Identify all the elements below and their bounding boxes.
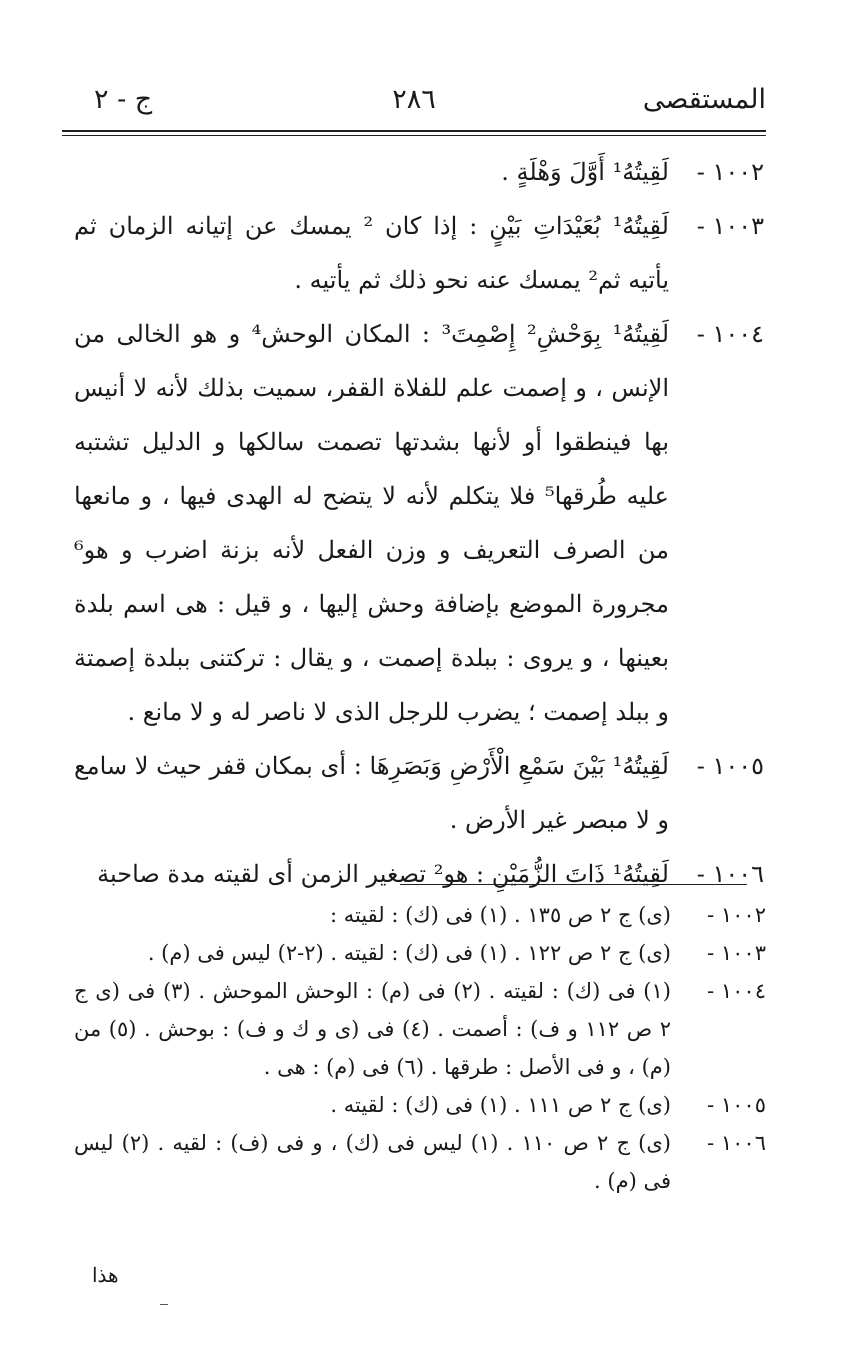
entry-number: ١٠٠٣ - [696, 212, 764, 240]
entry-number: ١٠٠٢ - [696, 158, 764, 186]
proverb-entry [74, 199, 764, 307]
footnote-text: (ى) ج ٢ ص ١٣٥ . (١) فى (ك) : لقيته : [329, 903, 671, 927]
entry-text: لَقِيتُهُ¹ بَيْنَ سَمْعِ الْأَرْضِ وَبَصَرِهَا : أى بمكان قفر حيث لا سامع و لا مبصر غير الأرض . [74, 752, 669, 834]
footnote-entry [74, 1124, 766, 1200]
running-header [62, 82, 766, 122]
entry-text: لَقِيتُهُ¹ بُعَيْدَاتِ بَيْنٍ : إذا كان ² يمسك عن إتيانه الزمان ثم يأتيه ثم² يمسك عنه نحو ذلك ثم يأتيه . [74, 212, 669, 294]
signature-mark [160, 1304, 168, 1305]
header-rule-thin [62, 135, 766, 136]
footnote-entry [74, 896, 766, 934]
footnote-entry [74, 972, 766, 1086]
catchword: هذا [92, 1263, 119, 1287]
footnote-text: (ى) ج ٢ ص ١١٠ . (١) ليس فى (ك) ، و فى (ف) : لقيه . (٢) ليس فى (م) . [74, 1131, 671, 1193]
footnote-rule [400, 884, 747, 885]
proverb-entry [74, 145, 764, 199]
proverb-entry [74, 739, 764, 847]
entry-text: لَقِيتُهُ¹ ذَاتَ الزُّمَيْنِ : هو² تصغير الزمن أى لقيته مدة صاحبة [97, 860, 669, 888]
footnotes [74, 896, 766, 1200]
footnote-text: (ى) ج ٢ ص ١٢٢ . (١) فى (ك) : لقيته . (٢-٢) ليس فى (م) . [147, 941, 671, 965]
proverb-entry [74, 847, 764, 901]
volume-label: ج - ٢ [94, 84, 153, 115]
footnote-number: ١٠٠٢ - [707, 903, 766, 927]
entry-number: ١٠٠٥ - [696, 752, 764, 780]
header-rule [62, 130, 766, 132]
footnote-number: ١٠٠٥ - [707, 1093, 766, 1117]
main-text [74, 145, 764, 901]
footnote-number: ١٠٠٤ - [707, 979, 766, 1003]
footnote-text: (١) فى (ك) : لقيته . (٢) فى (م) : الوحش الموحش . (٣) فى (ى ج ٢ ص ١١٢ و ف) : أصمت . (٤) فى (ى و ك و ف) : بوحش . (٥) من (م) ، و فى الأصل : طرقها . (٦) فى (م) : هى . [74, 979, 671, 1079]
footnote-number: ١٠٠٣ - [707, 941, 766, 965]
footnote-text: (ى) ج ٢ ص ١١١ . (١) فى (ك) : لقيته . [330, 1093, 671, 1117]
entry-text: لَقِيتُهُ¹ أَوَّلَ وَهْلَةٍ . [501, 158, 669, 186]
entry-text: لَقِيتُهُ¹ بِوَحْشِ² إِصْمِتَ³ : المكان الوحش⁴ و هو الخالى من الإنس ، و إصمت علم للفلاة القفر، سميت بذلك لأنه لا أنيس بها فينطقوا أو لأنها بشدتها تصمت سالكها و الدليل تشتبه عليه طُرقها⁵ فلا يتكلم لأنه لا يتضح له الهدى فيها ، و مانعها من الصرف التعريف و وزن الفعل لأنه بزنة اضرب و هو⁶ مجرورة الموضع بإضافة وحش إليها ، و قيل : هى اسم بلدة بعينها ، و يروى : ببلدة إصمت ، و يقال : تركتنى ببلدة إصمتة و ببلد إصمت ؛ يضرب للرجل الذى لا ناصر له و لا مانع . [74, 320, 670, 726]
book-title: المستقصى [642, 84, 766, 115]
entry-number: ١٠٠٤ - [696, 320, 764, 348]
footnote-entry [74, 1086, 766, 1124]
footnote-entry [74, 934, 766, 972]
proverb-entry [74, 307, 764, 739]
footnote-number: ١٠٠٦ - [707, 1131, 766, 1155]
page-number: ٢٨٦ [392, 84, 436, 115]
entry-number: ١٠٠٦ - [696, 860, 764, 888]
